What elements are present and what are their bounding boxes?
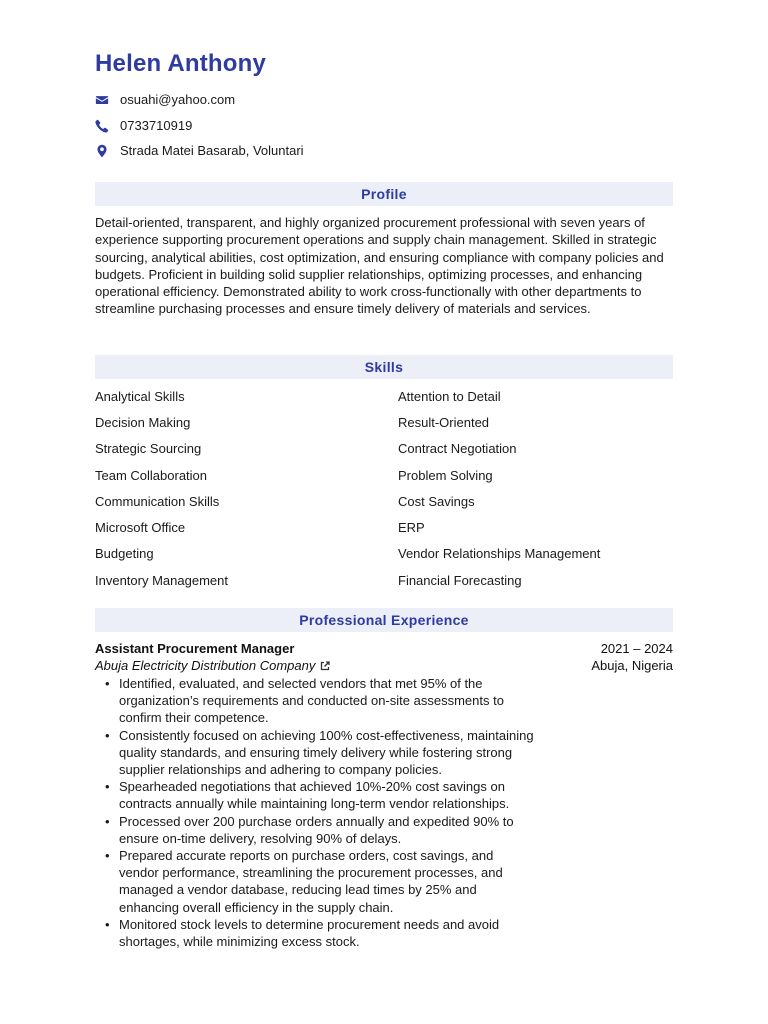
- location-icon: [95, 144, 109, 158]
- section-heading-experience: Professional Experience: [95, 608, 673, 632]
- skill-item: Analytical Skills: [95, 389, 185, 404]
- skill-item: Contract Negotiation: [398, 441, 517, 456]
- skill-item: Inventory Management: [95, 573, 228, 588]
- skill-item: Cost Savings: [398, 494, 475, 509]
- skill-item: Attention to Detail: [398, 389, 501, 404]
- skill-item: Communication Skills: [95, 494, 220, 509]
- list-item: • Monitored stock levels to determine procurement needs and avoid shortages, while minimizing excess stock.: [105, 916, 500, 950]
- job-location: Abuja, Nigeria: [591, 658, 673, 673]
- phone-icon: [95, 119, 109, 133]
- job-title: Assistant Procurement Manager: [95, 641, 295, 656]
- skill-item: Strategic Sourcing: [95, 441, 202, 456]
- address-text: Strada Matei Basarab, Voluntari: [120, 143, 304, 158]
- job-company-link[interactable]: [95, 658, 330, 673]
- skill-item: Microsoft Office: [95, 520, 186, 535]
- section-heading-skills: Skills: [95, 355, 673, 379]
- list-item: • Processed over 200 purchase orders annually and expedited 90% to ensure on-time delivery, resolving 90% of delays.: [105, 813, 514, 846]
- external-link-icon: [320, 661, 330, 671]
- email-icon: [95, 93, 109, 107]
- email-text: osuahi@yahoo.com: [120, 92, 236, 107]
- list-item: • Identified, evaluated, and selected vendors that met 95% of the organization’s requirements and conducted on-site assessments to confirm their competence.: [105, 676, 504, 726]
- contact-email[interactable]: [95, 92, 235, 107]
- skill-item: ERP: [398, 520, 425, 535]
- skill-item: Decision Making: [95, 415, 191, 430]
- skill-item: Team Collaboration: [95, 468, 208, 483]
- list-item: • Consistently focused on achieving 100% cost-effectiveness, maintaining quality standards, and ensuring timely delivery while fostering strong supplier relationships and adhering to company policies.: [105, 727, 534, 778]
- skill-item: Vendor Relationships Management: [398, 546, 601, 561]
- contact-address: [95, 143, 304, 158]
- skill-item: Budgeting: [95, 546, 154, 561]
- job-bullets: [95, 675, 535, 950]
- profile-summary: Detail-oriented, transparent, and highly organized procurement professional with seven years of experience supporting procurement operations and supply chain management. Skilled in strategic sourcing, analytical abilities, cost optimization, and ensuring compliance with company policies and budgets. Proficient in building solid supplier relationships, optimizing processes, and enhancing operational efficiency. Demonstrated ability to work cross-functionally with other departments to streamline purchasing processes and ensure timely delivery of materials and services.: [95, 215, 664, 317]
- skill-item: Result-Oriented: [398, 415, 490, 430]
- contact-phone[interactable]: [95, 118, 192, 133]
- section-heading-profile: Profile: [95, 182, 673, 206]
- phone-text: 0733710919: [120, 118, 193, 133]
- list-item: • Prepared accurate reports on purchase orders, cost savings, and vendor performance, streamlining the procurement processes, and managed a vendor database, reducing lead times by 25% and enhancing overall efficiency in the supply chain.: [105, 848, 503, 915]
- skill-item: Financial Forecasting: [398, 573, 522, 588]
- candidate-name: Helen Anthony: [95, 50, 267, 77]
- skill-item: Problem Solving: [398, 468, 493, 483]
- company-name: Abuja Electricity Distribution Company: [95, 658, 316, 673]
- list-item: • Spearheaded negotiations that achieved 10%-20% cost savings on contracts annually while maintaining long-term vendor relationships.: [105, 779, 510, 812]
- job-dates: 2021 – 2024: [600, 641, 673, 656]
